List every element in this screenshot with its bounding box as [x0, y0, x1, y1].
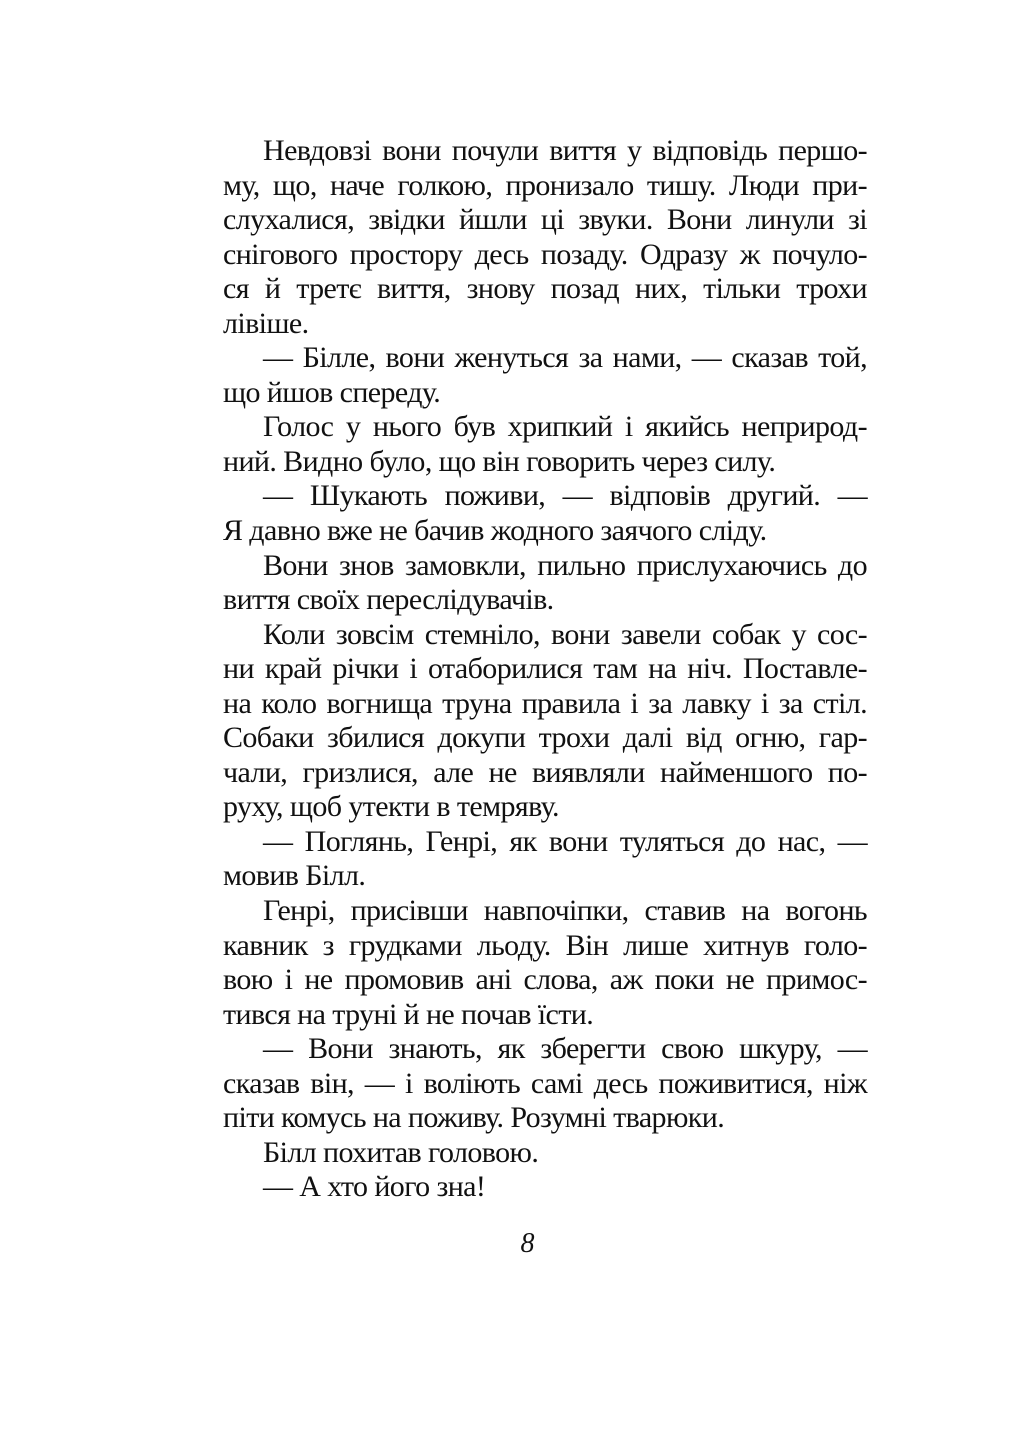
- text-line: чали, гризлися, але не виявляли найменшого по-: [223, 755, 867, 789]
- paragraph: [223, 825, 867, 894]
- text-line: піти комусь на поживу. Розумні тварюки.: [223, 1101, 725, 1135]
- text-line: Генрі, присівши навпочіпки, ставив на вогонь: [263, 894, 867, 928]
- text-line: Голос у нього був хрипкий і якийсь неприрод-: [263, 410, 867, 444]
- text-line: руху, щоб утекти в темряву.: [223, 790, 559, 824]
- page-number: 8: [520, 1228, 535, 1259]
- paragraph: [223, 1032, 867, 1136]
- paragraph: [223, 894, 867, 1032]
- text-line: сказав він, — і воліють самі десь поживитися, ніж: [223, 1066, 867, 1100]
- text-line: на коло вогнища труна правила і за лавку і за стіл.: [223, 686, 867, 720]
- text-line: Коли зовсім стемніло, вони завели собак у сос-: [263, 617, 867, 651]
- text-line: виття своїх переслідувачів.: [223, 583, 554, 617]
- text-line: ний. Видно було, що він говорить через силу.: [223, 444, 776, 478]
- paragraph: [223, 1170, 867, 1205]
- text-line: му, що, наче голкою, пронизало тишу. Люди при-: [223, 168, 867, 202]
- text-line: тився на труні й не почав їсти.: [223, 997, 594, 1031]
- text-line: — Шукають поживи, — відповів другий. —: [263, 479, 867, 513]
- text-line: — Білле, вони женуться за нами, — сказав той,: [263, 341, 867, 375]
- text-line: кавник з грудками льоду. Він лише хитнув голо-: [223, 928, 867, 962]
- text-line: що йшов спереду.: [223, 375, 441, 409]
- paragraph: [223, 410, 867, 479]
- paragraph: [223, 479, 867, 548]
- text-line: вою і не промовив ані слова, аж поки не примос-: [223, 963, 867, 997]
- paragraph: [223, 549, 867, 618]
- text-line: Я давно вже не бачив жодного заячого сліду.: [223, 514, 767, 548]
- text-line: Невдовзі вони почули виття у відповідь першо-: [263, 134, 867, 167]
- paragraph: [223, 341, 867, 410]
- text-line: — А хто його зна!: [263, 1170, 486, 1204]
- text-line: — Поглянь, Генрі, як вони туляться до нас, —: [263, 824, 867, 858]
- text-line: лівіше.: [223, 306, 309, 340]
- paragraph: [223, 618, 867, 825]
- text-line: ся й третє виття, знову позад них, тільки трохи: [223, 272, 867, 306]
- text-line: Білл похитав головою.: [263, 1135, 539, 1169]
- text-line: снігового простору десь позаду. Одразу ж почуло-: [223, 237, 867, 271]
- text-line: Вони знов замовкли, пильно прислухаючись до: [263, 548, 867, 582]
- text-line: Собаки збилися докупи трохи далі від огню, гар-: [223, 721, 867, 755]
- paragraph: [223, 134, 867, 341]
- page-body-text: [223, 134, 867, 1205]
- text-line: — Вони знають, як зберегти свою шкуру, —: [263, 1032, 867, 1066]
- text-line: ни край річки і отаборилися там на ніч. Поставле-: [223, 652, 867, 686]
- text-line: мовив Білл.: [223, 859, 366, 893]
- paragraph: [223, 1136, 867, 1171]
- text-line: слухалися, звідки йшли ці звуки. Вони линули зі: [223, 203, 867, 237]
